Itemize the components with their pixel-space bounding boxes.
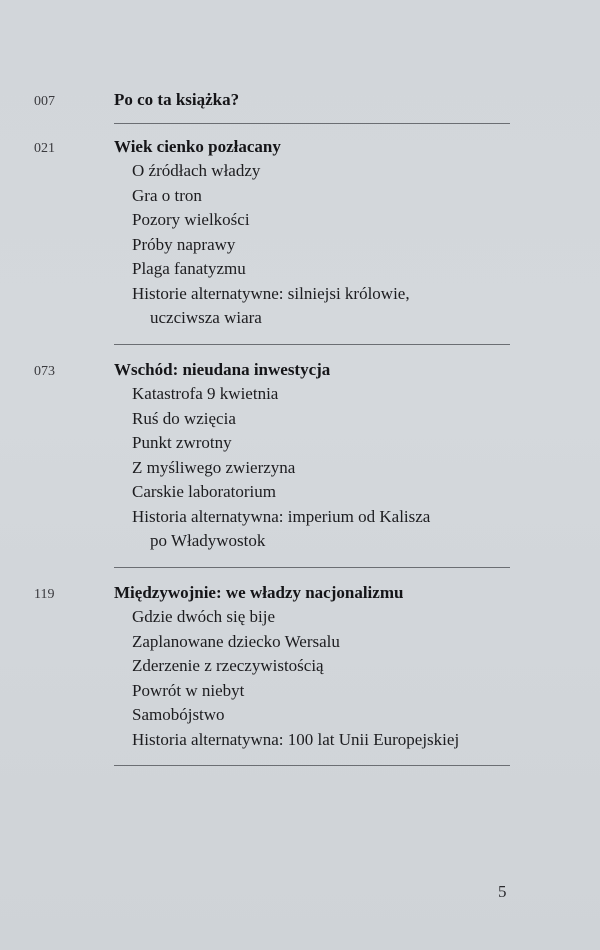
chapter-list	[132, 382, 430, 554]
section-title: Po co ta książka?	[114, 90, 240, 109]
section-page-number: 073	[34, 364, 55, 379]
chapter-item: O źródłach władzy	[132, 161, 261, 180]
chapter-item-continued	[132, 529, 430, 554]
chapter-item-wrap: po Władywostok	[150, 531, 266, 550]
chapter-list	[132, 159, 410, 331]
chapter-item: Ruś do wzięcia	[132, 408, 236, 428]
chapter-item: Plaga fanatyzmu	[132, 259, 246, 278]
section-title: Międzywojnie: we władzy nacjonalizmu	[114, 583, 404, 602]
chapter-item: Próby naprawy	[132, 234, 236, 254]
section-title: Wschód: nieudana inwestycja	[114, 360, 331, 379]
section-page-number: 007	[34, 94, 55, 109]
section-title: Wiek cienko pozłacany	[114, 137, 281, 156]
chapter-item: Historia alternatywna: imperium od Kalisza	[132, 506, 431, 526]
chapter-item: Carskie laboratorium	[132, 482, 276, 501]
chapter-item: Historia alternatywna: 100 lat Unii Europejskiej	[132, 729, 460, 749]
chapter-item: Pozory wielkości	[132, 210, 250, 229]
section-divider	[114, 344, 510, 345]
chapter-item: Gra o tron	[132, 185, 202, 205]
chapter-item-wrap: uczciwsza wiara	[150, 308, 262, 327]
chapter-item: Katastrofa 9 kwietnia	[132, 384, 279, 403]
section-divider	[114, 123, 510, 124]
page-number: 5	[498, 882, 507, 901]
chapter-item-continued	[132, 306, 410, 331]
chapter-list	[132, 605, 459, 752]
chapter-item: Punkt zwrotny	[132, 433, 232, 452]
chapter-item: Z myśliwego zwierzyna	[132, 457, 296, 477]
chapter-item: Gdzie dwóch się bije	[132, 607, 276, 626]
chapter-item: Powrót w niebyt	[132, 680, 245, 700]
chapter-item: Historie alternatywne: silniejsi królowie,	[132, 283, 410, 303]
section-page-number: 021	[34, 141, 55, 156]
chapter-item: Zderzenie z rzeczywistością	[132, 656, 324, 675]
chapter-item: Samobójstwo	[132, 705, 225, 724]
section-divider	[114, 567, 510, 568]
chapter-item: Zaplanowane dziecko Wersalu	[132, 631, 340, 651]
section-page-number: 119	[34, 587, 55, 602]
section-divider	[114, 765, 510, 766]
